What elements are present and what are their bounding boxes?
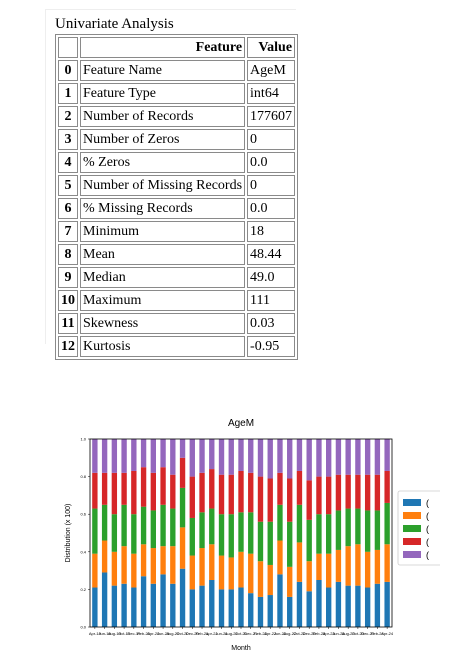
bar-segment	[307, 480, 312, 519]
row-feature: Number of Records	[80, 106, 245, 127]
bar-segment	[170, 475, 175, 509]
bar-segment	[180, 439, 185, 458]
bar-segment	[365, 439, 370, 475]
row-feature: % Zeros	[80, 152, 245, 173]
row-index: 12	[58, 336, 78, 357]
x-tick-label: Dec-21	[244, 631, 258, 636]
bar-segment	[345, 546, 350, 585]
header-feature: Feature	[80, 37, 245, 58]
x-tick-label: Apr-22	[264, 631, 277, 636]
y-tick-label: 0.2	[80, 586, 86, 592]
bar-segment	[307, 591, 312, 627]
table-row	[58, 60, 295, 81]
bar-segment	[345, 509, 350, 547]
legend-label: (	[426, 498, 429, 508]
bar-segment	[287, 439, 292, 478]
bar-segment	[384, 471, 389, 503]
x-tick-label: Oct-20	[176, 631, 189, 636]
x-tick-label: Dec-19	[127, 631, 141, 636]
bar-segment	[248, 473, 253, 512]
legend-swatch	[403, 538, 421, 545]
bar-segment	[375, 475, 380, 511]
bar-segment	[92, 554, 97, 588]
bar-segment	[170, 546, 175, 584]
bar-segment	[160, 505, 165, 546]
bar-segment	[199, 512, 204, 548]
x-tick-label: Oct-23	[351, 631, 364, 636]
bar-segment	[365, 475, 370, 511]
bar-segment	[297, 505, 302, 543]
bar-segment	[102, 473, 107, 505]
row-feature: Skewness	[80, 313, 245, 334]
table-row	[58, 313, 295, 334]
bar-segment	[131, 471, 136, 514]
x-tick-label: Aug-19	[107, 631, 121, 636]
bar-segment	[209, 509, 214, 545]
bar-segment	[92, 509, 97, 554]
table-row	[58, 152, 295, 173]
bar-segment	[238, 439, 243, 471]
row-value: 18	[247, 221, 295, 242]
legend-swatch	[403, 525, 421, 532]
table-row	[58, 198, 295, 219]
bar-segment	[287, 597, 292, 627]
row-value: 111	[247, 290, 295, 311]
bar-segment	[316, 477, 321, 515]
bar-segment	[336, 439, 341, 475]
bar-segment	[326, 554, 331, 588]
bar-segment	[190, 589, 195, 627]
x-tick-label: Jun-19	[98, 631, 111, 636]
bar-segment	[375, 439, 380, 475]
bar-segment	[307, 439, 312, 480]
univariate-stats-table	[55, 34, 298, 360]
bar-segment	[180, 527, 185, 568]
bar-segment	[102, 439, 107, 473]
bar-segment	[160, 574, 165, 627]
row-index: 7	[58, 221, 78, 242]
univariate-analysis-panel	[45, 9, 296, 354]
x-tick-label: Dec-23	[361, 631, 375, 636]
bar-segment	[112, 552, 117, 586]
x-tick-label: Feb-21	[195, 631, 209, 636]
bar-segment	[190, 439, 195, 477]
bar-segment	[326, 439, 331, 477]
bar-segment	[297, 542, 302, 581]
bar-segment	[131, 514, 136, 553]
row-index: 4	[58, 152, 78, 173]
bar-segment	[336, 475, 341, 511]
y-tick-label: 0.0	[80, 624, 86, 630]
agem-stacked-bar-chart	[60, 410, 440, 655]
bar-segment	[102, 572, 107, 627]
bar-segment	[209, 469, 214, 508]
bar-segment	[180, 488, 185, 527]
bar-segment	[316, 580, 321, 627]
row-feature: Number of Zeros	[80, 129, 245, 150]
x-tick-label: Aug-22	[283, 631, 297, 636]
bar-segment	[355, 509, 360, 545]
table-row	[58, 267, 295, 288]
x-tick-label: Aug-23	[341, 631, 355, 636]
bar-segment	[326, 514, 331, 553]
bar-segment	[287, 567, 292, 597]
row-index: 8	[58, 244, 78, 265]
bar-segment	[112, 586, 117, 627]
x-tick-label: Apr-24	[381, 631, 394, 636]
y-tick-label: 0.4	[80, 549, 86, 555]
row-feature: Mean	[80, 244, 245, 265]
bar-segment	[336, 510, 341, 549]
bar-segment	[258, 439, 263, 477]
y-tick-label: 0.8	[80, 474, 86, 480]
row-value: 0	[247, 129, 295, 150]
row-value: int64	[247, 83, 295, 104]
bar-segment	[102, 505, 107, 541]
bar-segment	[355, 439, 360, 475]
bar-segment	[209, 580, 214, 627]
bar-segment	[258, 597, 263, 627]
bar-segment	[248, 554, 253, 593]
bar-segment	[268, 478, 273, 521]
table-row	[58, 106, 295, 127]
bar-segment	[170, 509, 175, 547]
plot-area	[80, 437, 393, 637]
bar-segment	[297, 439, 302, 471]
x-axis-label: Month	[231, 645, 251, 652]
table-row	[58, 244, 295, 265]
x-tick-label: Feb-24	[371, 631, 384, 636]
row-index: 9	[58, 267, 78, 288]
bar-segment	[316, 554, 321, 580]
bar-segment	[277, 574, 282, 627]
y-tick-label: 0.6	[80, 511, 86, 517]
bar-segment	[238, 588, 243, 627]
bar-segment	[326, 588, 331, 627]
table-row	[58, 83, 295, 104]
row-value: -0.95	[247, 336, 295, 357]
x-tick-label: Dec-20	[185, 631, 199, 636]
row-feature: Number of Missing Records	[80, 175, 245, 196]
x-tick-label: Jun-22	[273, 631, 287, 636]
header-index	[58, 37, 78, 58]
bar-segment	[375, 510, 380, 549]
bar-segment	[287, 522, 292, 567]
bar-segment	[375, 550, 380, 584]
bar-segment	[131, 439, 136, 471]
x-tick-label: Feb-23	[312, 631, 326, 636]
bar-segment	[92, 588, 97, 627]
bar-segment	[141, 467, 146, 506]
bar-segment	[277, 473, 282, 505]
bar-segment	[258, 522, 263, 561]
bar-segment	[199, 586, 204, 627]
bar-segment	[384, 582, 389, 627]
y-axis-label: Distribution (x 100)	[65, 503, 72, 563]
bar-segment	[180, 458, 185, 488]
bar-segment	[121, 584, 126, 627]
table-row	[58, 175, 295, 196]
bar-segment	[268, 522, 273, 565]
row-index: 1	[58, 83, 78, 104]
bar-segment	[92, 439, 97, 473]
row-value: 0.0	[247, 152, 295, 173]
bar-segment	[151, 473, 156, 511]
header-value: Value	[247, 37, 295, 58]
x-tick-label: Feb-22	[254, 631, 267, 636]
bar-segment	[141, 439, 146, 467]
bar-segment	[307, 561, 312, 591]
table-row	[58, 129, 295, 150]
x-tick-label: Jun-21	[215, 631, 228, 636]
bar-segment	[345, 586, 350, 627]
row-index: 2	[58, 106, 78, 127]
row-value: 177607	[247, 106, 295, 127]
row-index: 5	[58, 175, 78, 196]
bar-segment	[131, 588, 136, 627]
bar-segment	[326, 477, 331, 515]
row-index: 6	[58, 198, 78, 219]
bar-segment	[229, 439, 234, 475]
bar-segment	[190, 518, 195, 556]
bar-segment	[190, 556, 195, 590]
bar-segment	[258, 561, 263, 597]
x-tick-label: Dec-22	[302, 631, 316, 636]
legend-swatch	[403, 551, 421, 558]
bar-segment	[384, 503, 389, 544]
legend-label: (	[426, 511, 429, 521]
bar-segment	[355, 544, 360, 585]
x-tick-label: Oct-22	[293, 631, 306, 636]
legend-label: (	[426, 550, 429, 560]
table-row	[58, 336, 295, 357]
bar-segment	[112, 473, 117, 514]
bar-segment	[248, 593, 253, 627]
x-tick-label: Oct-21	[234, 631, 248, 636]
bar-segment	[277, 439, 282, 473]
bar-segment	[345, 439, 350, 475]
bar-segment	[199, 473, 204, 512]
row-feature: Feature Name	[80, 60, 245, 81]
x-tick-label: Apr-20	[147, 631, 160, 636]
chart-legend	[398, 491, 440, 565]
bar-segment	[121, 439, 126, 473]
bar-segment	[229, 514, 234, 557]
bar-segment	[365, 552, 370, 588]
bar-segment	[209, 544, 214, 580]
bar-segment	[170, 439, 175, 475]
bar-segment	[151, 439, 156, 473]
x-tick-label: Apr-21	[205, 631, 218, 636]
bar-segment	[121, 505, 126, 546]
bar-segment	[219, 556, 224, 590]
legend-swatch	[403, 512, 421, 519]
bar-segment	[151, 510, 156, 548]
bar-segment	[277, 541, 282, 575]
bar-segment	[219, 439, 224, 475]
bar-segment	[384, 439, 389, 471]
bar-segment	[141, 576, 146, 627]
bar-segment	[131, 554, 136, 588]
row-value: 49.0	[247, 267, 295, 288]
legend-label: (	[426, 524, 429, 534]
row-value: 0	[247, 175, 295, 196]
row-feature: Kurtosis	[80, 336, 245, 357]
bar-segment	[268, 595, 273, 627]
row-index: 0	[58, 60, 78, 81]
row-value: 48.44	[247, 244, 295, 265]
x-tick-label: Oct-19	[118, 631, 131, 636]
bar-segment	[141, 507, 146, 545]
row-index: 10	[58, 290, 78, 311]
row-feature: Median	[80, 267, 245, 288]
bar-segment	[258, 477, 263, 522]
bar-segment	[121, 546, 126, 584]
bar-segment	[190, 477, 195, 518]
bar-segment	[316, 514, 321, 553]
bar-segment	[102, 541, 107, 573]
bar-segment	[199, 548, 204, 586]
bar-segment	[297, 582, 302, 627]
bar-segment	[160, 467, 165, 505]
bar-segment	[219, 514, 224, 555]
chart-title: AgeM	[227, 418, 255, 429]
bar-segment	[355, 586, 360, 627]
bar-segment	[219, 589, 224, 627]
bar-segment	[336, 550, 341, 582]
bar-segment	[277, 505, 282, 541]
bar-segment	[229, 475, 234, 514]
bar-segment	[384, 544, 389, 582]
bar-segment	[365, 588, 370, 627]
row-feature: Minimum	[80, 221, 245, 242]
bar-segment	[316, 439, 321, 477]
bar-segment	[219, 475, 224, 514]
bar-segment	[160, 439, 165, 467]
bar-segment	[307, 520, 312, 561]
bar-segment	[238, 471, 243, 512]
y-tick-label: 1.0	[80, 436, 86, 442]
bar-segment	[229, 589, 234, 627]
legend-label: (	[426, 537, 429, 547]
row-feature: % Missing Records	[80, 198, 245, 219]
row-value: 0.03	[247, 313, 295, 334]
row-value: AgeM	[247, 60, 295, 81]
bar-segment	[151, 584, 156, 627]
bar-segment	[199, 439, 204, 473]
bar-segment	[160, 546, 165, 574]
row-feature: Feature Type	[80, 83, 245, 104]
table-header-row	[58, 37, 295, 58]
bar-segment	[248, 439, 253, 473]
bar-segment	[180, 569, 185, 627]
x-tick-label: Jun-23	[332, 631, 345, 636]
bar-segment	[151, 548, 156, 584]
x-tick-label: Feb-20	[137, 631, 150, 636]
x-tick-label: Apr-19	[88, 631, 101, 636]
bar-segment	[336, 582, 341, 627]
bar-segment	[92, 473, 97, 509]
row-index: 3	[58, 129, 78, 150]
x-tick-label: Aug-21	[224, 631, 238, 636]
bar-segment	[287, 478, 292, 521]
table-row	[58, 221, 295, 242]
bar-segment	[238, 512, 243, 551]
bar-segment	[238, 552, 243, 588]
panel-title: Univariate Analysis	[55, 16, 174, 32]
bar-segment	[112, 439, 117, 473]
bar-segment	[268, 565, 273, 595]
bar-segment	[209, 439, 214, 469]
bar-segment	[345, 475, 350, 509]
x-tick-label: Aug-20	[166, 631, 180, 636]
bar-segment	[141, 544, 146, 576]
bar-segment	[248, 512, 253, 553]
row-feature: Maximum	[80, 290, 245, 311]
bar-segment	[297, 471, 302, 505]
bar-segment	[355, 475, 360, 509]
bar-segment	[268, 439, 273, 478]
bar-segment	[229, 557, 234, 589]
bar-segment	[112, 514, 117, 552]
bar-segment	[121, 473, 126, 505]
bar-segment	[375, 584, 380, 627]
bar-segment	[170, 584, 175, 627]
legend-swatch	[403, 499, 421, 506]
x-tick-label: Apr-23	[322, 631, 335, 636]
row-index: 11	[58, 313, 78, 334]
x-tick-label: Jun-20	[156, 631, 170, 636]
row-value: 0.0	[247, 198, 295, 219]
bar-segment	[365, 510, 370, 551]
table-row	[58, 290, 295, 311]
